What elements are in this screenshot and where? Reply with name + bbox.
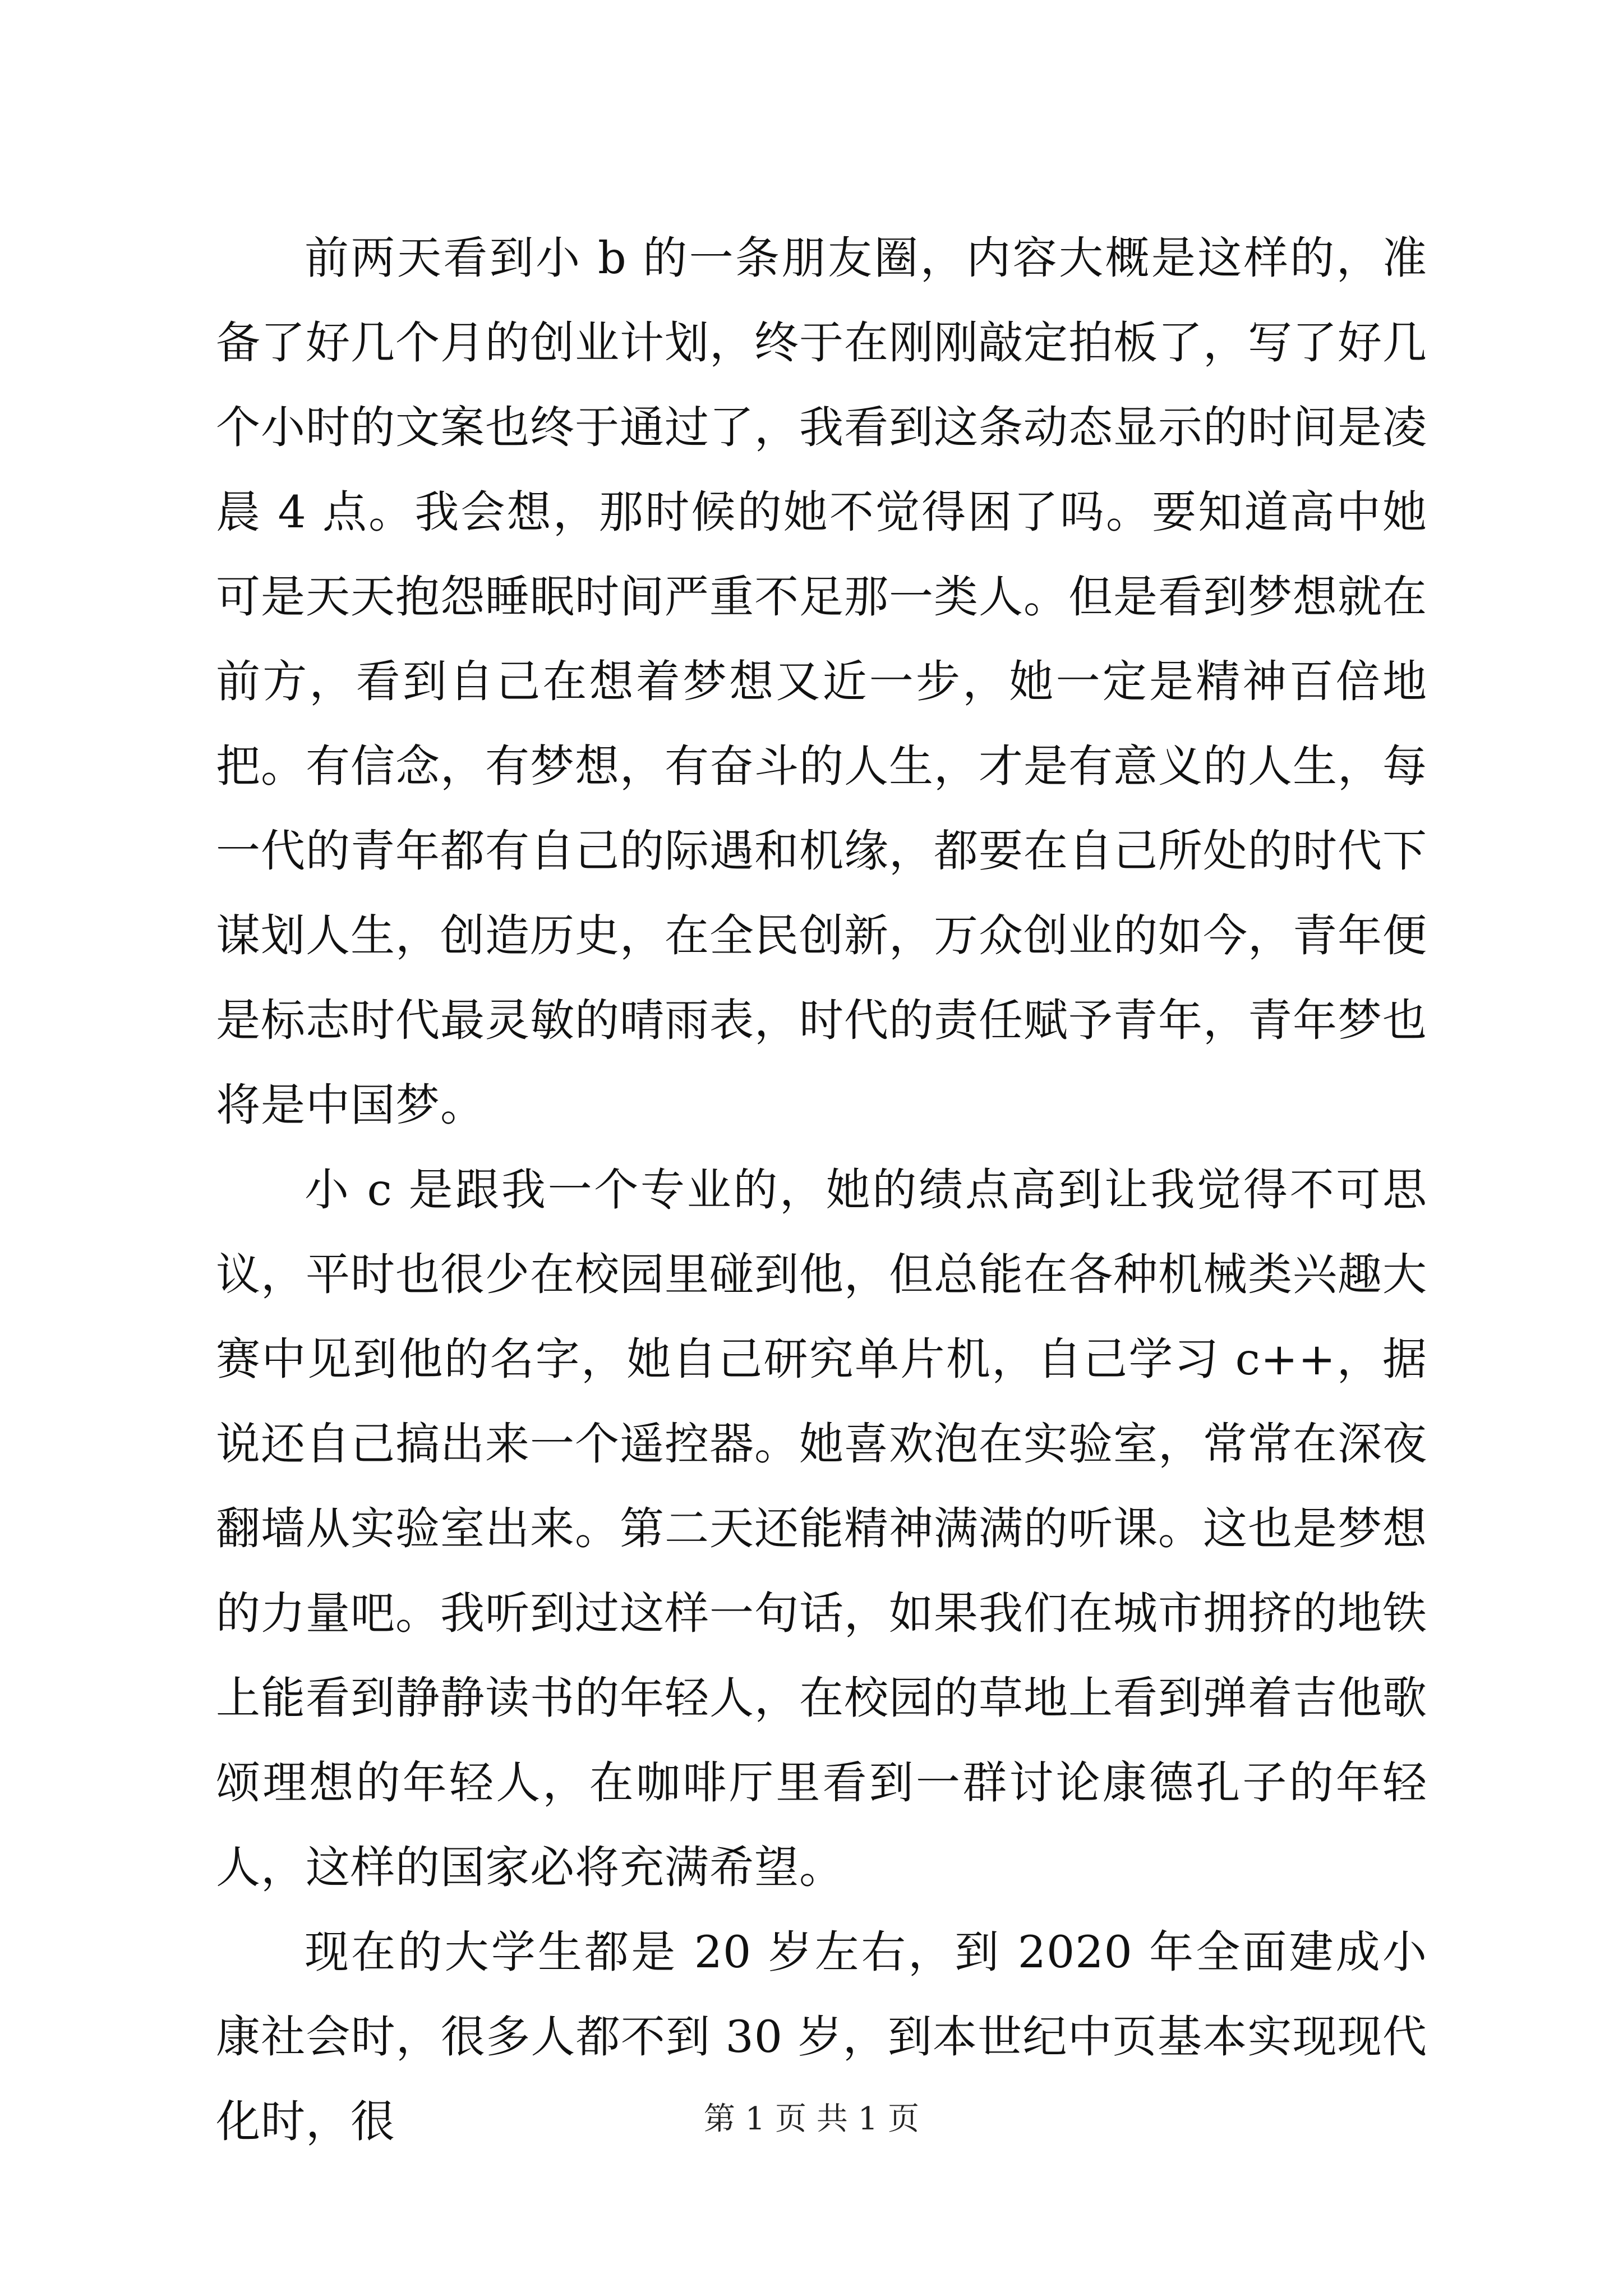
paragraph-3: 现在的大学生都是 20 岁左右，到 2020 年全面建成小康社会时，很多人都不到 30 岁，到本世纪中页基本实现现代化时，很: [216, 1926, 1427, 2147]
page-footer: 第 1 页 共 1 页: [703, 2101, 920, 2137]
paragraph-2: 小 c 是跟我一个专业的，她的绩点高到让我觉得不可思议，平时也很少在校园里碰到他，但总能在各种机械类兴趣大赛中见到他的名字，她自己研究单片机，自己学习 c++，据说还自己搞出来一个遥控器。她喜欢泡在实验室，常常在深夜翻墙从实验室出来。第二天还能精神满满的听课。这也是梦想的力量吧。我听到过这样一句话，如果我们在城市拥挤的地铁上能看到静静读书的年轻人，在校园的草地上看到弹着吉他歌颂理想的年轻人，在咖啡厅里看到一群讨论康德孔子的年轻人，这样的国家必将充满希望。: [216, 1164, 1427, 1893]
body-text: [216, 216, 1427, 2164]
paragraph-1: 前两天看到小 b 的一条朋友圈，内容大概是这样的，准备了好几个月的创业计划，终于在刚刚敲定拍板了，写了好几个小时的文案也终于通过了，我看到这条动态显示的时间是凌晨 4 点。我会想，那时候的她不觉得困了吗。要知道高中她可是天天抱怨睡眠时间严重不足那一类人。但是看到梦想就在前方，看到自己在想着梦想又近一步，她一定是精神百倍地把。有信念，有梦想，有奋斗的人生，才是有意义的人生，每一代的青年都有自己的际遇和机缘，都要在自己所处的时代下谋划人生，创造历史，在全民创新，万众创业的如今，青年便是标志时代最灵敏的晴雨表，时代的责任赋予青年，青年梦也将是中国梦。: [216, 232, 1427, 1131]
